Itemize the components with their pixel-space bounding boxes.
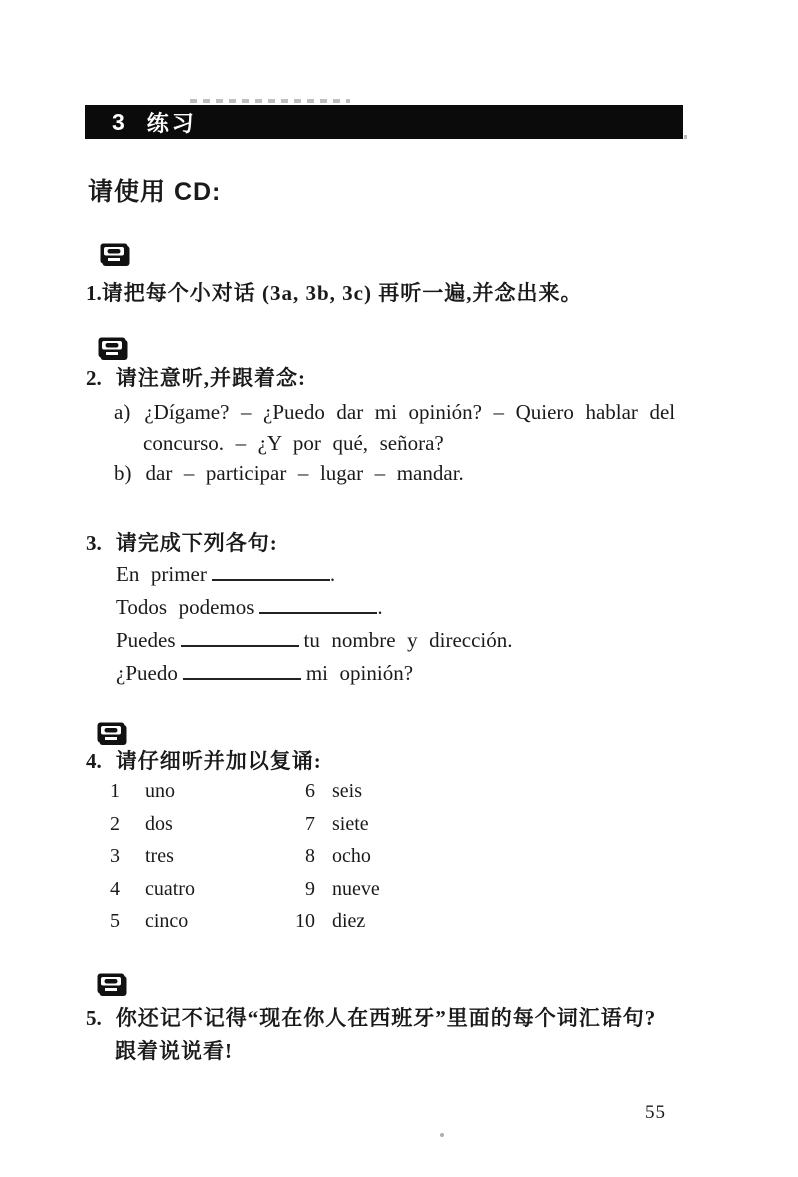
cassette-icon <box>97 973 127 997</box>
exercise-2-heading <box>86 362 306 392</box>
exercise-3-number: 3. <box>86 531 102 555</box>
list-word: nueve <box>332 877 380 900</box>
exercise-5-number: 5. <box>86 1006 102 1030</box>
fill-in-4-post: mi opinión? <box>305 661 414 685</box>
exercise-2a-text1: ¿Dígame? – ¿Puedo dar mi opinión? – Quiero hablar del <box>144 400 676 424</box>
list-num: 3 <box>110 845 120 868</box>
list-row <box>110 778 380 811</box>
list-word: tres <box>145 845 174 868</box>
list-word: diez <box>332 910 366 933</box>
exercise-2b-line <box>114 461 464 486</box>
fill-in-3-post: tu nombre y dirección. <box>303 628 513 652</box>
exercise-5-line2 <box>115 1035 233 1065</box>
exercise-2b-label: b) <box>114 461 132 485</box>
list-num: 10 <box>295 910 315 933</box>
list-num: 9 <box>305 877 315 900</box>
list-row <box>110 811 380 844</box>
exercise-5-text1: 你还记不记得“现在你人在西班牙”里面的每个词汇语句? <box>115 1006 657 1030</box>
page-number: 55 <box>645 1102 666 1123</box>
section-header-bar <box>85 105 683 139</box>
exercise-3-title: 请完成下列各句: <box>115 531 278 555</box>
fill-in-line-2 <box>116 595 383 620</box>
cassette-icon <box>97 722 127 746</box>
list-num: 1 <box>110 780 120 802</box>
cassette-icon <box>98 337 128 361</box>
number-word-list <box>110 778 380 941</box>
exercise-2a-line1 <box>114 400 675 425</box>
list-word: siete <box>332 812 369 835</box>
exercise-2a-label: a) <box>114 400 131 424</box>
list-num: 8 <box>305 845 315 868</box>
list-word: dos <box>145 812 173 835</box>
list-row <box>110 876 380 909</box>
list-num: 7 <box>305 812 315 835</box>
intro-heading: 请使用 CD: <box>88 178 222 206</box>
exercise-5-line1 <box>86 1002 656 1032</box>
fill-in-1-blank <box>212 565 330 581</box>
fill-in-line-4 <box>116 661 413 686</box>
fill-in-4-pre: ¿Puedo <box>116 661 178 685</box>
section-title: 练习 <box>146 110 197 136</box>
list-word: seis <box>332 780 362 802</box>
scan-artifact-dot <box>440 1133 444 1137</box>
fill-in-2-pre: Todos podemos <box>116 595 255 619</box>
list-row <box>110 843 380 876</box>
fill-in-2-blank <box>259 598 377 614</box>
list-num: 2 <box>110 812 120 835</box>
fill-in-line-1 <box>116 562 335 587</box>
fill-in-line-3 <box>116 628 513 653</box>
list-num: 5 <box>110 910 120 933</box>
exercise-2-number: 2. <box>86 366 102 390</box>
exercise-2a-text2: concurso. – ¿Y por qué, señora? <box>143 431 444 455</box>
list-word: cuatro <box>145 877 195 900</box>
fill-in-4-blank <box>183 664 301 680</box>
fill-in-2-post: . <box>377 595 383 619</box>
exercise-4-number: 4. <box>86 749 102 773</box>
exercise-1 <box>86 277 583 307</box>
exercise-4-heading <box>86 745 322 775</box>
list-word: ocho <box>332 845 371 868</box>
exercise-1-text: 请把每个小对话 (3a, 3b, 3c) 再听一遍,并念出来。 <box>101 281 583 305</box>
exercise-4-title: 请仔细听并加以复诵: <box>115 749 322 773</box>
fill-in-3-blank <box>181 631 299 647</box>
exercise-2b-text: dar – participar – lugar – mandar. <box>145 461 464 485</box>
list-num: 6 <box>305 780 315 802</box>
exercise-3-heading <box>86 527 278 557</box>
list-word: cinco <box>145 910 189 933</box>
section-number: 3 <box>112 108 125 135</box>
cassette-icon <box>100 243 130 267</box>
exercise-2-title: 请注意听,并跟着念: <box>115 366 306 390</box>
fill-in-3-pre: Puedes <box>116 628 176 652</box>
exercise-2a-line2 <box>143 431 444 456</box>
list-num: 4 <box>110 877 120 900</box>
scan-artifact-dashes <box>190 99 350 103</box>
exercise-1-number: 1. <box>86 281 102 305</box>
exercise-5-text2: 跟着说说看! <box>115 1039 233 1063</box>
list-row <box>110 908 380 941</box>
list-word: uno <box>145 780 175 802</box>
fill-in-1-post: . <box>329 562 336 586</box>
fill-in-1-pre: En primer <box>116 562 207 586</box>
